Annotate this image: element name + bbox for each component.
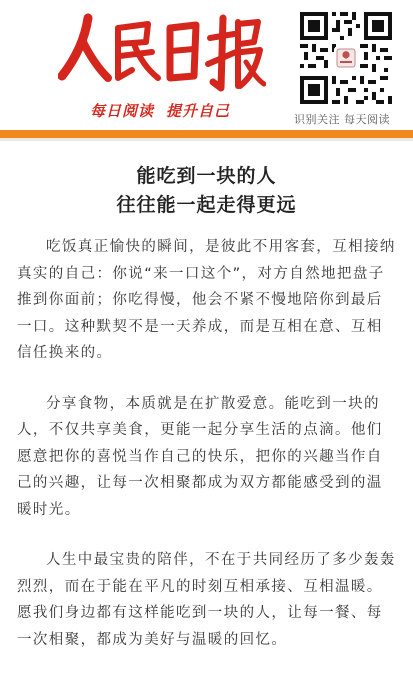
slogan [90, 100, 230, 121]
article-paragraph-1: 吃饭真正愉快的瞬间，是彼此不用客套，互相接纳真实的自己：你说“来一口这个”，对方自然地把盘子推到你面前；你吃得慢，他会不紧不慢地陪你到最后一口。这种默契不是一天养成，而是互相在意、互相信任换来的。 [17, 239, 396, 361]
slogan-part-1: 每日阅读 [90, 102, 155, 120]
newspaper-logo [58, 12, 266, 94]
header-shadow-line [0, 138, 413, 141]
app-badge-icon [334, 46, 358, 70]
masthead [0, 0, 413, 132]
article-paragraph-2: 分享食物，本质就是在扩散爱意。能吃到一块的人，不仅共享美食，更能一起分享生活的点滴。他们愿意把你的喜悦当作自己的快乐，把你的兴趣当作自己的兴趣，让每一次相聚都成为双方都能感受到的温暖时光。 [17, 395, 383, 518]
header-divider-band [0, 130, 413, 138]
article-body [17, 234, 397, 677]
article-title-line-2: 往往能一起走得更远 [116, 194, 297, 216]
slogan-part-2: 提升自己 [166, 102, 231, 120]
article-title [0, 162, 413, 220]
article-paragraph-3: 人生中最宝贵的陪伴，不在于共同经历了多少轰轰烈烈，而在于能在平凡的时刻互相承接、互相温暖。愿我们身边都有这样能吃到一块的人，让每一餐、每一次相聚，都成为美好与温暖的回忆。 [17, 552, 396, 648]
qr-code[interactable] [300, 12, 392, 104]
qr-caption: 识别关注 每天阅读 [294, 113, 390, 126]
article-title-line-1: 能吃到一块的人 [136, 165, 277, 187]
